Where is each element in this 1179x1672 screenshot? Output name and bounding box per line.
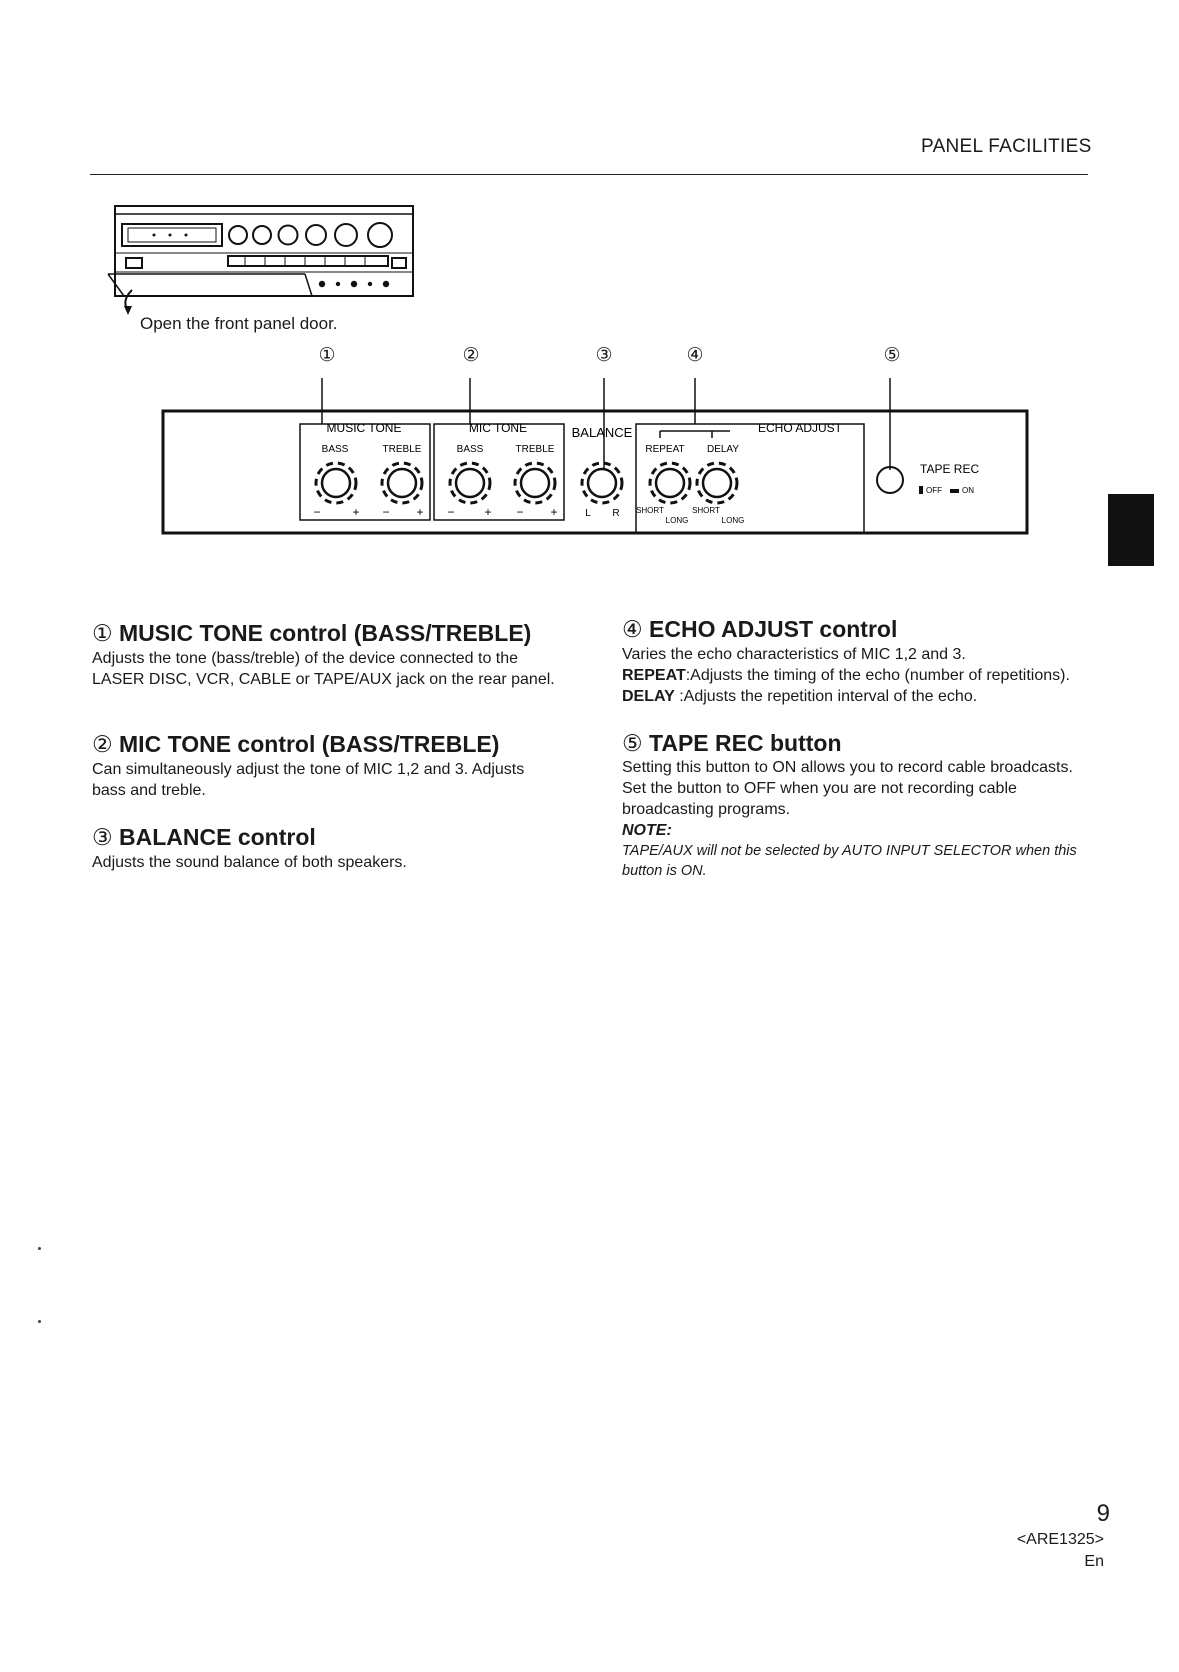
balance-body: Adjusts the sound balance of both speakers.: [92, 854, 407, 871]
language-code: En: [1084, 1553, 1104, 1570]
echo-repeat-label: REPEAT: [645, 444, 685, 455]
mic-treble-label: TREBLE: [515, 444, 555, 455]
tape-rec-on-label: ON: [962, 486, 974, 495]
mic-bass-knob[interactable]: [450, 463, 490, 503]
callout-5: ⑤: [883, 345, 901, 366]
music-tone-body: Adjusts the tone (bass/treble) of the device connected to the LASER DISC, VCR, CABLE or TAPE/AUX jack on the rear panel.: [92, 650, 555, 688]
echo-repeat-short: SHORT: [636, 506, 664, 515]
balance-title: BALANCE control: [119, 824, 316, 850]
mic-tone-label: MIC TONE: [468, 421, 528, 435]
page-header-title: PANEL FACILITIES: [921, 136, 1092, 157]
balance-left-label: L: [585, 508, 591, 519]
music-treble-knob[interactable]: [382, 463, 422, 503]
callout-2: ②: [462, 345, 480, 366]
mic-treble-minus: −: [516, 505, 524, 519]
echo-repeat-line: [622, 665, 1092, 686]
music-tone-title: MUSIC TONE control (BASS/TREBLE): [119, 620, 532, 646]
callout-1: ①: [318, 345, 336, 366]
echo-adjust-heading: [622, 616, 897, 643]
echo-delay-long: LONG: [721, 516, 745, 525]
mic-tone-heading: [92, 731, 499, 758]
callout-3: ③: [595, 345, 613, 366]
echo-adjust-label: ECHO ADJUST: [757, 421, 843, 435]
music-treble-plus: +: [416, 505, 424, 519]
echo-adjust-body: [622, 644, 1092, 707]
mic-treble-plus: +: [550, 505, 558, 519]
control-panel-diagram: [150, 370, 1030, 545]
music-treble-minus: −: [382, 505, 390, 519]
echo-delay-desc: :Adjusts the repetition interval of the echo.: [674, 688, 978, 705]
echo-delay-knob[interactable]: [697, 463, 737, 503]
music-tone-label: MUSIC TONE: [326, 421, 402, 435]
mic-bass-plus: +: [484, 505, 492, 519]
echo-repeat-long: LONG: [665, 516, 689, 525]
page-number: 9: [1096, 1500, 1110, 1527]
mic-tone-title: MIC TONE control (BASS/TREBLE): [119, 731, 500, 757]
echo-adjust-title: ECHO ADJUST control: [649, 616, 898, 642]
tape-rec-body: [622, 757, 1092, 881]
mic-tone-num: ②: [92, 731, 113, 757]
document-code: <ARE1325>: [1016, 1531, 1104, 1548]
tape-rec-off-label: OFF: [926, 486, 942, 495]
balance-num: ③: [92, 824, 113, 850]
echo-delay-line: [622, 686, 1092, 707]
section-tab-marker: [1108, 494, 1154, 566]
music-bass-knob[interactable]: [316, 463, 356, 503]
tape-rec-title: TAPE REC button: [649, 730, 842, 756]
header-rule: [90, 174, 1088, 175]
tape-rec-button[interactable]: [877, 467, 903, 493]
device-front-illustration: [100, 200, 430, 315]
callout-4: ④: [686, 345, 704, 366]
scan-speck: [38, 1247, 41, 1250]
tape-rec-note-text: TAPE/AUX will not be selected by AUTO INPUT SELECTOR when this button is ON.: [622, 843, 1077, 879]
balance-label: BALANCE: [571, 425, 633, 440]
diagram-caption: Open the front panel door.: [140, 314, 338, 333]
tape-rec-heading: [622, 730, 842, 757]
music-bass-plus: +: [352, 505, 360, 519]
echo-delay-short: SHORT: [692, 506, 720, 515]
mic-treble-knob[interactable]: [515, 463, 555, 503]
music-tone-num: ①: [92, 620, 113, 646]
tape-rec-note-label: NOTE:: [622, 822, 672, 839]
echo-delay-label: DELAY: [706, 444, 740, 455]
echo-delay-term: DELAY: [622, 688, 675, 705]
balance-knob[interactable]: [582, 463, 622, 503]
music-tone-heading: [92, 620, 531, 647]
echo-repeat-term: REPEAT: [622, 667, 686, 684]
mic-bass-minus: −: [447, 505, 455, 519]
mic-tone-body: Can simultaneously adjust the tone of MIC 1,2 and 3. Adjusts bass and treble.: [92, 761, 525, 799]
balance-right-label: R: [612, 508, 620, 519]
music-bass-label: BASS: [321, 444, 349, 455]
echo-adjust-desc: Varies the echo characteristics of MIC 1,2 and 3.: [622, 646, 966, 663]
echo-adjust-num: ④: [622, 616, 643, 642]
mic-bass-label: BASS: [456, 444, 484, 455]
tape-rec-num: ⑤: [622, 730, 643, 756]
tape-rec-label: TAPE REC: [920, 462, 980, 476]
echo-repeat-knob[interactable]: [650, 463, 690, 503]
balance-heading: [92, 824, 316, 851]
tape-rec-desc: Setting this button to ON allows you to record cable broadcasts. Set the button to OFF when you are not recording cable broadcasting programs.: [622, 759, 1073, 818]
music-treble-label: TREBLE: [382, 444, 422, 455]
scan-speck: [38, 1320, 41, 1323]
music-bass-minus: −: [313, 505, 321, 519]
echo-repeat-desc: :Adjusts the timing of the echo (number of repetitions).: [685, 667, 1070, 684]
